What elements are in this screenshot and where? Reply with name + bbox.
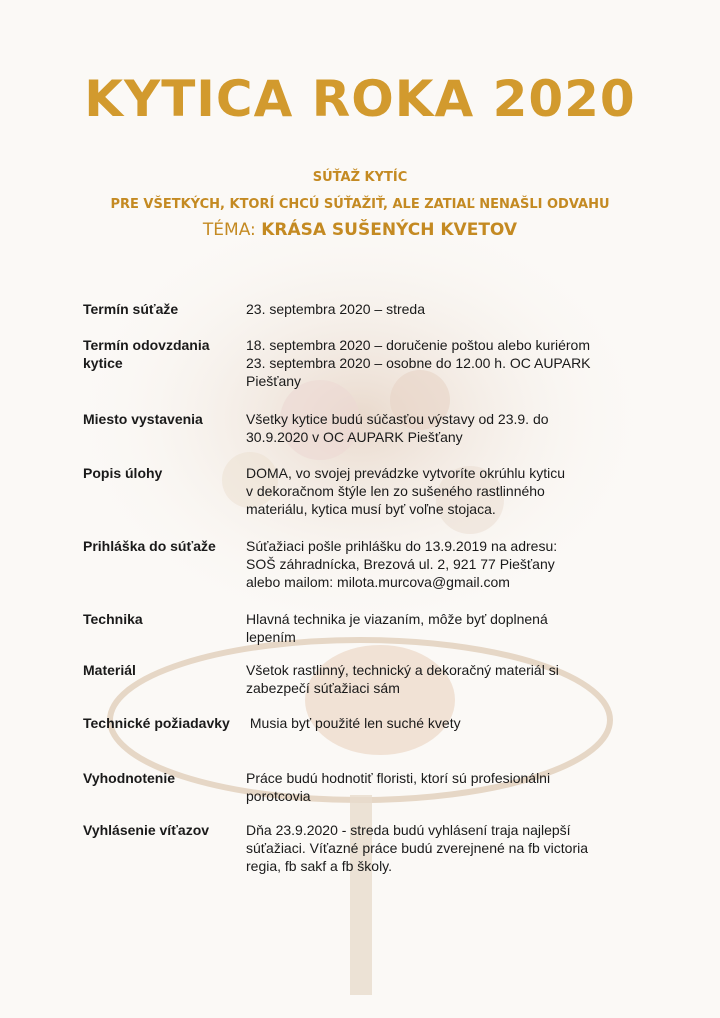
value-line: Všetky kytice budú súčasťou výstavy od 23.9. do bbox=[246, 411, 549, 427]
value-line: zabezpečí súťažiaci sám bbox=[246, 680, 400, 696]
value-line: 30.9.2020 v OC AUPARK Piešťany bbox=[246, 429, 463, 445]
row-value bbox=[246, 464, 666, 518]
value-line: Piešťany bbox=[246, 373, 302, 389]
row-label: Miesto vystavenia bbox=[83, 411, 203, 427]
row-value bbox=[246, 821, 666, 875]
row-label: Prihláška do súťaže bbox=[83, 538, 216, 554]
row-label: Termín súťaže bbox=[83, 301, 179, 317]
theme-line bbox=[0, 220, 720, 240]
value-line: regia, fb sakf a fb školy. bbox=[246, 858, 393, 874]
value-line: Súťažiaci pošle prihlášku do 13.9.2019 na adresu: bbox=[246, 538, 558, 554]
value-line: Práce budú hodnotiť floristi, ktorí sú profesionálni bbox=[246, 770, 551, 786]
value-line: Dňa 23.9.2020 - streda budú vyhlásení traja najlepší bbox=[246, 822, 571, 838]
row-label: Termín odovzdania kytice bbox=[83, 337, 210, 371]
subtitle-contest: SÚŤAŽ KYTÍC bbox=[312, 170, 408, 185]
value-line: Musia byť použité len suché kvety bbox=[246, 715, 461, 731]
row-value bbox=[246, 537, 666, 591]
value-line: alebo mailom: milota.murcova@gmail.com bbox=[246, 574, 510, 590]
row-label: Materiál bbox=[83, 662, 136, 678]
row-label: Vyhlásenie víťazov bbox=[83, 822, 210, 838]
subtitle-audience: PRE VŠETKÝCH, KTORÍ CHCÚ SÚŤAŽIŤ, ALE ZATIAĽ NENAŠLI ODVAHU bbox=[110, 197, 610, 212]
value-line: v dekoračnom štýle len zo sušeného rastlinného bbox=[246, 483, 545, 499]
value-line: 18. septembra 2020 – doručenie poštou alebo kuriérom bbox=[246, 337, 590, 353]
theme-label: TÉMA: bbox=[202, 220, 256, 240]
theme-value: KRÁSA SUŠENÝCH KVETOV bbox=[261, 220, 518, 240]
row-value bbox=[246, 769, 666, 805]
row-label: Technické požiadavky bbox=[83, 715, 230, 731]
row-value bbox=[246, 336, 666, 390]
value-line: Všetok rastlinný, technický a dekoračný materiál si bbox=[246, 662, 559, 678]
value-line: Hlavná technika je viazaním, môže byť doplnená bbox=[246, 611, 548, 627]
value-line: porotcovia bbox=[246, 788, 311, 804]
value-line: SOŠ záhradnícka, Brezová ul. 2, 921 77 Piešťany bbox=[246, 556, 555, 572]
value-line: DOMA, vo svojej prevádzke vytvoríte okrúhlu kyticu bbox=[246, 465, 566, 481]
value-line: materiálu, kytica musí byť voľne stojaca. bbox=[246, 501, 496, 517]
value-line: 23. septembra 2020 – osobne do 12.00 h. OC AUPARK bbox=[246, 355, 591, 371]
value-line: súťažiaci. Víťazné práce budú zverejnené na fb victoria bbox=[246, 840, 589, 856]
value-line: lepením bbox=[246, 629, 296, 645]
row-label: Vyhodnotenie bbox=[83, 770, 176, 786]
row-value bbox=[246, 661, 666, 697]
row-value bbox=[246, 410, 666, 446]
page-title: KYTICA ROKA 2020 bbox=[84, 70, 636, 128]
row-value bbox=[246, 714, 666, 732]
row-value bbox=[246, 300, 666, 318]
row-label: Popis úlohy bbox=[83, 465, 163, 481]
row-value bbox=[246, 610, 666, 646]
row-label: Technika bbox=[83, 611, 143, 627]
value-line: 23. septembra 2020 – streda bbox=[246, 301, 426, 317]
